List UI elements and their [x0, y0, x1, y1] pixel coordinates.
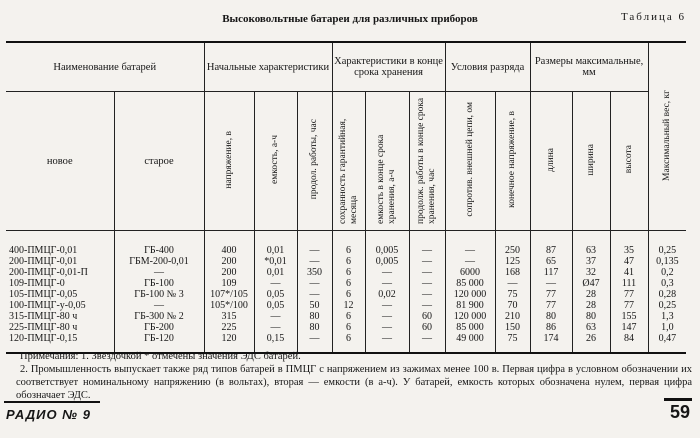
header-end-voltage: конечное напряжение, в — [507, 111, 518, 208]
cell-new: 225-ПМЦГ-80 ч — [9, 322, 78, 333]
cell-width: 32 — [572, 267, 610, 278]
cell-capacity: 0,05 — [254, 300, 297, 311]
cell-length: 77 — [530, 289, 572, 300]
header-retention: сохранность гарантийная, месяца — [337, 118, 359, 224]
cell-end-voltage: 210 — [495, 311, 530, 322]
table-row — [6, 311, 686, 322]
cell-weight: 0,2 — [648, 267, 686, 278]
cell-new: 120-ПМЦГ-0,15 — [9, 333, 78, 344]
header-old: старое — [114, 92, 204, 231]
cell-length: 65 — [530, 256, 572, 267]
header-dims: Размеры максимальные, мм — [530, 42, 648, 92]
cell-length: 87 — [530, 231, 572, 257]
cell-end-voltage: 75 — [495, 333, 530, 353]
cell-old: ГБ-100 — [114, 278, 204, 289]
page-number-bar — [664, 398, 692, 401]
cell-width: 80 — [572, 311, 610, 322]
cell-voltage: 200 — [204, 267, 254, 278]
header-length: длина — [545, 147, 556, 172]
cell-resistance: — — [445, 231, 495, 257]
cell-retention: 6 — [332, 278, 365, 289]
cell-width: Ø47 — [572, 278, 610, 289]
cell-length: 117 — [530, 267, 572, 278]
cell-old: ГБ-300 № 2 — [114, 311, 204, 322]
cell-weight: 0,3 — [648, 278, 686, 289]
header-discharge: Условия разряда — [445, 42, 530, 92]
cell-duration: — — [297, 289, 332, 300]
cell-height: 147 — [610, 322, 648, 333]
cell-capacity: 0,05 — [254, 289, 297, 300]
cell-retention: 6 — [332, 333, 365, 353]
cell-duration: — — [297, 256, 332, 267]
cell-resistance: 49 000 — [445, 333, 495, 353]
cell-width: 28 — [572, 289, 610, 300]
cell-capacity: 0,15 — [254, 333, 297, 353]
cell-end-duration: — — [409, 267, 445, 278]
header-initial: Начальные характеристики — [204, 42, 332, 92]
cell-retention: 6 — [332, 231, 365, 257]
cell-end-voltage: — — [495, 278, 530, 289]
cell-end-duration: — — [409, 256, 445, 267]
cell-capacity: 0,01 — [254, 231, 297, 257]
cell-end-duration: 60 — [409, 322, 445, 333]
header-duration: продол. работы, час — [309, 119, 319, 200]
cell-duration: — — [297, 333, 332, 353]
cell-voltage: 107*/105 — [204, 289, 254, 300]
cell-retention: 6 — [332, 256, 365, 267]
table-row — [6, 322, 686, 333]
cell-capacity: 0,01 — [254, 267, 297, 278]
cell-height: 111 — [610, 278, 648, 289]
cell-height: 47 — [610, 256, 648, 267]
cell-new: 109-ПМЦГ-0 — [9, 278, 65, 289]
note-2: 2. Промышленность выпускает также ряд типов батарей в ПМЦГ с напряжением из зажимах менее 100 в. Первая цифра в условном обозначении их соответствует номинальному напряжению (в вольтах), вторая — емкости (в а-ч). У батарей, емкость которых обозначена нулем, первая цифра обозначает ЭДС. — [16, 364, 692, 401]
cell-end-duration: — — [409, 231, 445, 257]
header-weight: Максимальный вес, кг — [661, 89, 672, 181]
footer-rule — [4, 401, 100, 403]
cell-retention: 6 — [332, 289, 365, 300]
cell-length: — — [530, 278, 572, 289]
cell-voltage: 225 — [204, 322, 254, 333]
cell-weight: 1,0 — [648, 322, 686, 333]
cell-old: ГБ-200 — [114, 322, 204, 333]
cell-old: ГБМ-200-0,01 — [114, 256, 204, 267]
header-resistance: сопротив. внешней цепи, ом — [464, 102, 475, 217]
cell-duration: 50 — [297, 300, 332, 311]
cell-duration: 350 — [297, 267, 332, 278]
cell-new: 400-ПМЦГ-0,01 — [9, 245, 78, 256]
table-body — [6, 231, 686, 354]
cell-resistance: 120 000 — [445, 311, 495, 322]
cell-end-capacity: — — [365, 333, 409, 353]
cell-duration: 80 — [297, 322, 332, 333]
cell-duration: 80 — [297, 311, 332, 322]
cell-weight: 0,25 — [648, 231, 686, 257]
cell-end-capacity: — — [365, 300, 409, 311]
cell-end-duration: — — [409, 289, 445, 300]
cell-voltage: 120 — [204, 333, 254, 353]
battery-table — [6, 41, 686, 354]
cell-new: 200-ПМЦГ-0,01-П — [9, 267, 88, 278]
cell-voltage: 315 — [204, 311, 254, 322]
cell-capacity: — — [254, 311, 297, 322]
cell-end-duration: — — [409, 333, 445, 353]
cell-voltage: 109 — [204, 278, 254, 289]
cell-retention: 6 — [332, 267, 365, 278]
cell-weight: 0,47 — [648, 333, 686, 353]
table-row — [6, 231, 686, 257]
cell-end-capacity: 0,02 — [365, 289, 409, 300]
cell-new: 315-ПМЦГ-80 ч — [9, 311, 78, 322]
cell-duration: — — [297, 278, 332, 289]
cell-new: 100-ПМЦГ-у-0,05 — [9, 300, 86, 311]
header-end-duration: продолж. работы в конце срока хранения, час — [416, 97, 438, 224]
cell-weight: 0,28 — [648, 289, 686, 300]
header-new: новое — [6, 92, 114, 231]
cell-retention: 6 — [332, 311, 365, 322]
cell-new: 105-ПМЦГ-0,05 — [9, 289, 78, 300]
cell-height: 155 — [610, 311, 648, 322]
cell-end-capacity: — — [365, 322, 409, 333]
cell-old: ГБ-120 — [114, 333, 204, 353]
cell-end-duration: — — [409, 300, 445, 311]
cell-length: 77 — [530, 300, 572, 311]
cell-end-capacity: 0,005 — [365, 256, 409, 267]
cell-end-voltage: 125 — [495, 256, 530, 267]
cell-end-voltage: 250 — [495, 231, 530, 257]
cell-voltage: 200 — [204, 256, 254, 267]
cell-retention: 6 — [332, 322, 365, 333]
cell-height: 84 — [610, 333, 648, 353]
cell-resistance: 85 000 — [445, 278, 495, 289]
cell-voltage: 400 — [204, 231, 254, 257]
header-names: Наименование батарей — [6, 42, 204, 92]
cell-end-voltage: 150 — [495, 322, 530, 333]
cell-old: — — [114, 267, 204, 278]
cell-new: 200-ПМЦГ-0,01 — [9, 256, 78, 267]
table-row — [6, 300, 686, 311]
cell-width: 37 — [572, 256, 610, 267]
cell-resistance: 85 000 — [445, 322, 495, 333]
header-height: высота — [623, 145, 634, 174]
header-width: ширина — [585, 143, 596, 176]
cell-width: 28 — [572, 300, 610, 311]
cell-resistance: 6000 — [445, 267, 495, 278]
cell-weight: 1,3 — [648, 311, 686, 322]
table-title: Высоковольтные батареи для различных приборов — [222, 13, 478, 25]
header-voltage: напряжение, в — [223, 130, 234, 189]
cell-length: 80 — [530, 311, 572, 322]
cell-height: 77 — [610, 289, 648, 300]
cell-width: 26 — [572, 333, 610, 353]
cell-old: ГБ-100 № 3 — [114, 289, 204, 300]
cell-end-voltage: 168 — [495, 267, 530, 278]
cell-old: — — [114, 300, 204, 311]
cell-voltage: 105*/100 — [204, 300, 254, 311]
cell-old: ГБ-400 — [114, 231, 204, 257]
table-row — [6, 289, 686, 300]
magazine-footer: РАДИО № 9 — [6, 407, 91, 422]
cell-width: 63 — [572, 231, 610, 257]
cell-resistance: 81 900 — [445, 300, 495, 311]
cell-retention: 12 — [332, 300, 365, 311]
cell-end-capacity: 0,005 — [365, 231, 409, 257]
cell-capacity: — — [254, 322, 297, 333]
cell-end-voltage: 75 — [495, 289, 530, 300]
cell-resistance: — — [445, 256, 495, 267]
cell-end-voltage: 70 — [495, 300, 530, 311]
cell-length: 86 — [530, 322, 572, 333]
table-row — [6, 267, 686, 278]
page-number: 59 — [669, 402, 690, 422]
cell-width: 63 — [572, 322, 610, 333]
cell-end-capacity: — — [365, 311, 409, 322]
notes — [16, 350, 692, 402]
table-row — [6, 256, 686, 267]
header-capacity: емкость, а-ч — [270, 135, 280, 184]
cell-height: 77 — [610, 300, 648, 311]
cell-height: 35 — [610, 231, 648, 257]
header-end-capacity: емкость в конце срока хранения, а-ч — [376, 134, 398, 224]
header-storage: Характеристики в конце срока хранения — [332, 42, 445, 92]
cell-length: 174 — [530, 333, 572, 353]
cell-weight: 0,135 — [648, 256, 686, 267]
cell-end-duration: — — [409, 278, 445, 289]
cell-height: 41 — [610, 267, 648, 278]
cell-capacity: — — [254, 278, 297, 289]
table-number: Таблица 6 — [620, 11, 686, 23]
cell-capacity: *0,01 — [254, 256, 297, 267]
note-1: Примечания: 1. Звездочкой * отмечены значения ЭДС батарей. — [20, 351, 301, 362]
table-row — [6, 278, 686, 289]
cell-end-capacity: — — [365, 267, 409, 278]
cell-duration: — — [297, 231, 332, 257]
cell-end-capacity: — — [365, 278, 409, 289]
cell-resistance: 120 000 — [445, 289, 495, 300]
cell-end-duration: 60 — [409, 311, 445, 322]
cell-weight: 0,25 — [648, 300, 686, 311]
